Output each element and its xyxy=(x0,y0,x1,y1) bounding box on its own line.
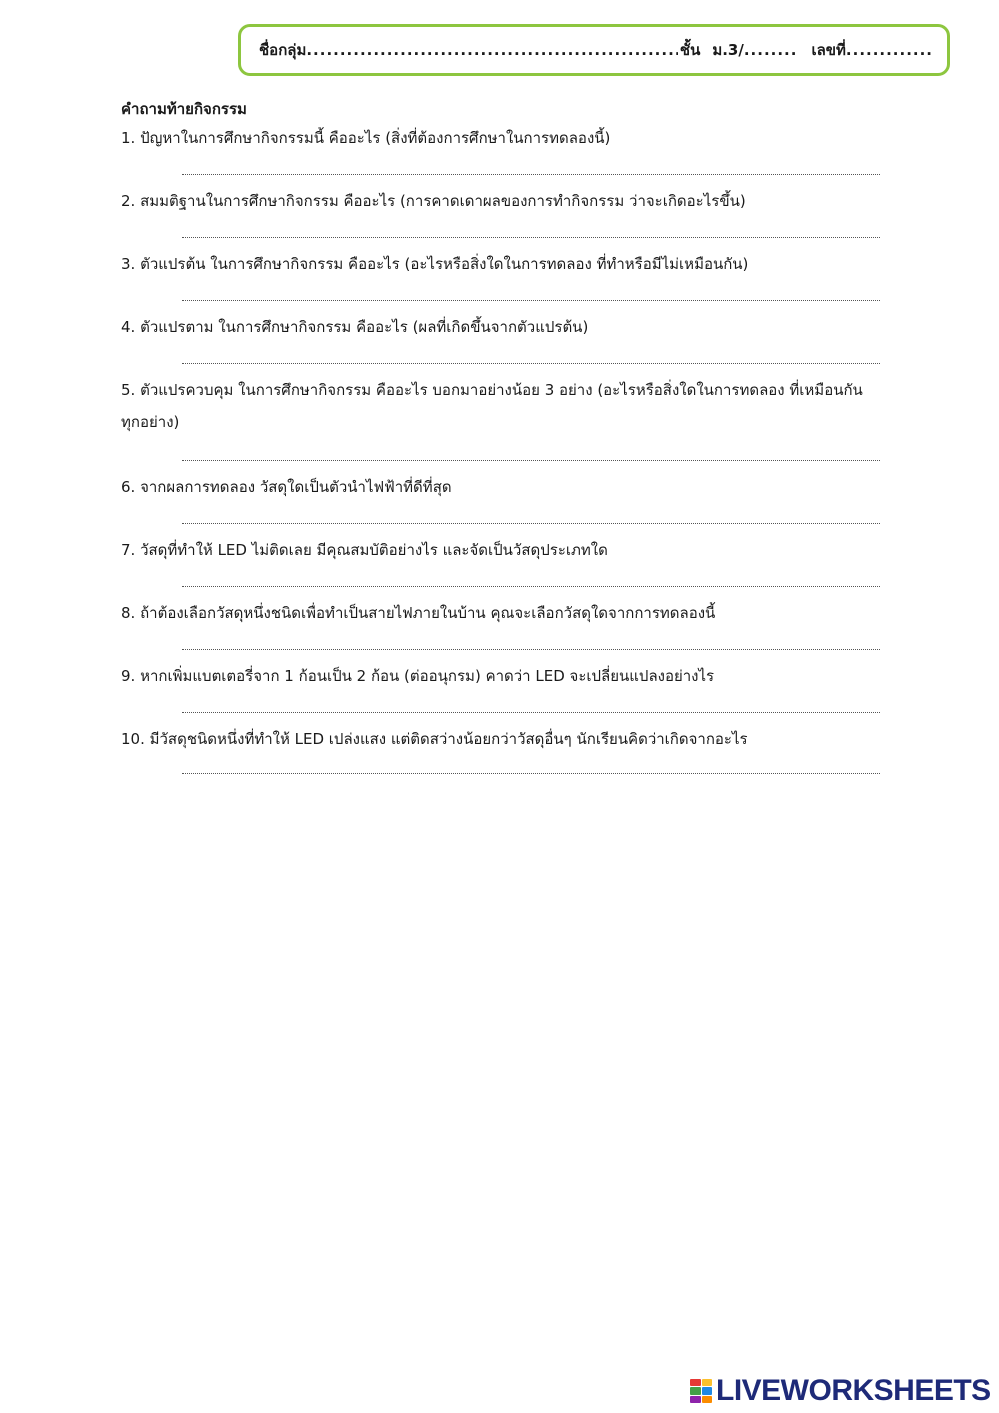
class-field[interactable] xyxy=(744,41,798,59)
liveworksheets-logo xyxy=(690,1374,991,1408)
answer-field-8[interactable] xyxy=(182,649,880,650)
answer-field-1[interactable] xyxy=(182,174,880,175)
question-3: 3. ตัวแปรต้น ในการศึกษากิจกรรม คืออะไร (อะไรหรือสิ่งใดในการทดลอง ที่ทำหรือมีไม่เหมือนกัน) xyxy=(121,255,749,273)
logo-block-2 xyxy=(702,1379,713,1386)
number-label: เลขที่ xyxy=(811,41,846,59)
number-field[interactable] xyxy=(846,41,933,59)
logo-block-1 xyxy=(690,1379,701,1386)
question-2: 2. สมมติฐานในการศึกษากิจกรรม คืออะไร (การคาดเดาผลของการทำกิจกรรม ว่าจะเกิดอะไรขึ้น) xyxy=(121,192,746,210)
question-6: 6. จากผลการทดลอง วัสดุใดเป็นตัวนำไฟฟ้าที่ดีที่สุด xyxy=(121,478,452,496)
liveworksheets-icon xyxy=(690,1379,712,1403)
answer-field-4[interactable] xyxy=(182,363,880,364)
class-value: ม.3/ xyxy=(712,41,744,59)
answer-field-9[interactable] xyxy=(182,712,880,713)
group-name-label: ชื่อกลุ่ม xyxy=(259,41,307,59)
answer-field-3[interactable] xyxy=(182,300,880,301)
answer-field-2[interactable] xyxy=(182,237,880,238)
group-name-field[interactable] xyxy=(306,41,678,59)
answer-field-5[interactable] xyxy=(182,460,880,461)
question-7: 7. วัสดุที่ทำให้ LED ไม่ติดเลย มีคุณสมบัติอย่างไร และจัดเป็นวัสดุประเภทใด xyxy=(121,541,608,559)
logo-block-4 xyxy=(702,1387,713,1394)
question-8: 8. ถ้าต้องเลือกวัสดุหนึ่งชนิดเพื่อทำเป็นสายไฟภายในบ้าน คุณจะเลือกวัสดุใดจากการทดลองนี้ xyxy=(121,604,716,622)
question-10: 10. มีวัสดุชนิดหนึ่งที่ทำให้ LED เปล่งแสง แต่ติดสว่างน้อยกว่าวัสดุอื่นๆ นักเรียนคิดว่าเกิดจากอะไร xyxy=(121,730,748,748)
section-title: คำถามท้ายกิจกรรม xyxy=(121,100,247,118)
question-4: 4. ตัวแปรตาม ในการศึกษากิจกรรม คืออะไร (ผลที่เกิดขึ้นจากตัวแปรต้น) xyxy=(121,318,589,336)
answer-field-10[interactable] xyxy=(182,773,880,774)
question-9: 9. หากเพิ่มแบตเตอรี่จาก 1 ก้อนเป็น 2 ก้อน (ต่ออนุกรม) คาดว่า LED จะเปลี่ยนแปลงอย่างไร xyxy=(121,667,715,685)
brand-name: LIVEWORKSHEETS xyxy=(716,1374,991,1407)
answer-field-7[interactable] xyxy=(182,586,880,587)
logo-block-6 xyxy=(702,1396,713,1403)
question-5: 5. ตัวแปรควบคุม ในการศึกษากิจกรรม คืออะไร บอกมาอย่างน้อย 3 อย่าง (อะไรหรือสิ่งใดในการทดลอง ที่เหมือนกันทุกอย่าง) xyxy=(121,381,863,431)
logo-block-3 xyxy=(690,1387,701,1394)
question-1: 1. ปัญหาในการศึกษากิจกรรมนี้ คืออะไร (สิ่งที่ต้องการศึกษาในการทดลองนี้) xyxy=(121,129,611,147)
answer-field-6[interactable] xyxy=(182,523,880,524)
logo-block-5 xyxy=(690,1396,701,1403)
student-info-box xyxy=(238,24,950,76)
class-label: ชั้น xyxy=(679,41,701,59)
